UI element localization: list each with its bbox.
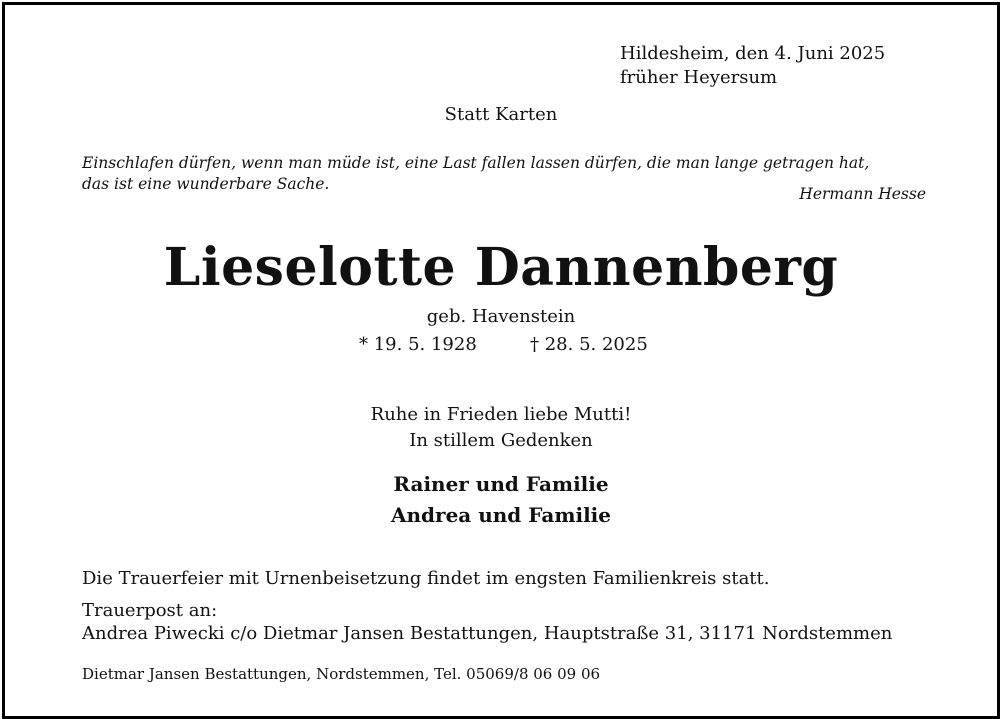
- place-date: Hildesheim, den 4. Juni 2025: [620, 43, 886, 64]
- quote-author: Hermann Hesse: [799, 185, 926, 203]
- deceased-name: Lieselotte Dannenberg: [163, 237, 839, 298]
- farewell-line-1: Ruhe in Frieden liebe Mutti!: [370, 404, 632, 425]
- mail-address-block: [82, 599, 892, 645]
- mail-label: Trauerpost an:: [82, 600, 218, 621]
- obituary-card: [2, 2, 1000, 719]
- quote-line-2: das ist eine wunderbare Sache.: [82, 175, 330, 193]
- farewell: [5, 402, 997, 454]
- farewell-line-2: In stillem Gedenken: [409, 430, 593, 451]
- mourner-1: Rainer und Familie: [393, 472, 609, 496]
- quote: [82, 153, 869, 195]
- death-date: † 28. 5. 2025: [530, 334, 648, 355]
- ceremony-note: Die Trauerfeier mit Urnenbeisetzung findet im engsten Familienkreis statt.: [82, 568, 770, 589]
- birth-date: * 19. 5. 1928: [359, 334, 477, 355]
- quote-line-1: Einschlafen dürfen, wenn man müde ist, eine Last fallen lassen dürfen, die man lange getragen hat,: [82, 154, 870, 172]
- former-residence: früher Heyersum: [620, 67, 778, 88]
- undertaker-contact: Dietmar Jansen Bestattungen, Nordstemmen, Tel. 05069/8 06 09 06: [82, 665, 601, 683]
- mourner-2: Andrea und Familie: [391, 503, 611, 527]
- maiden-name: geb. Havenstein: [426, 306, 576, 327]
- intro-text: Statt Karten: [444, 104, 558, 125]
- place-date-block: [620, 42, 885, 90]
- mourners: [5, 469, 997, 531]
- mail-address: Andrea Piwecki c/o Dietmar Jansen Bestattungen, Hauptstraße 31, 31171 Nordstemmen: [82, 623, 893, 644]
